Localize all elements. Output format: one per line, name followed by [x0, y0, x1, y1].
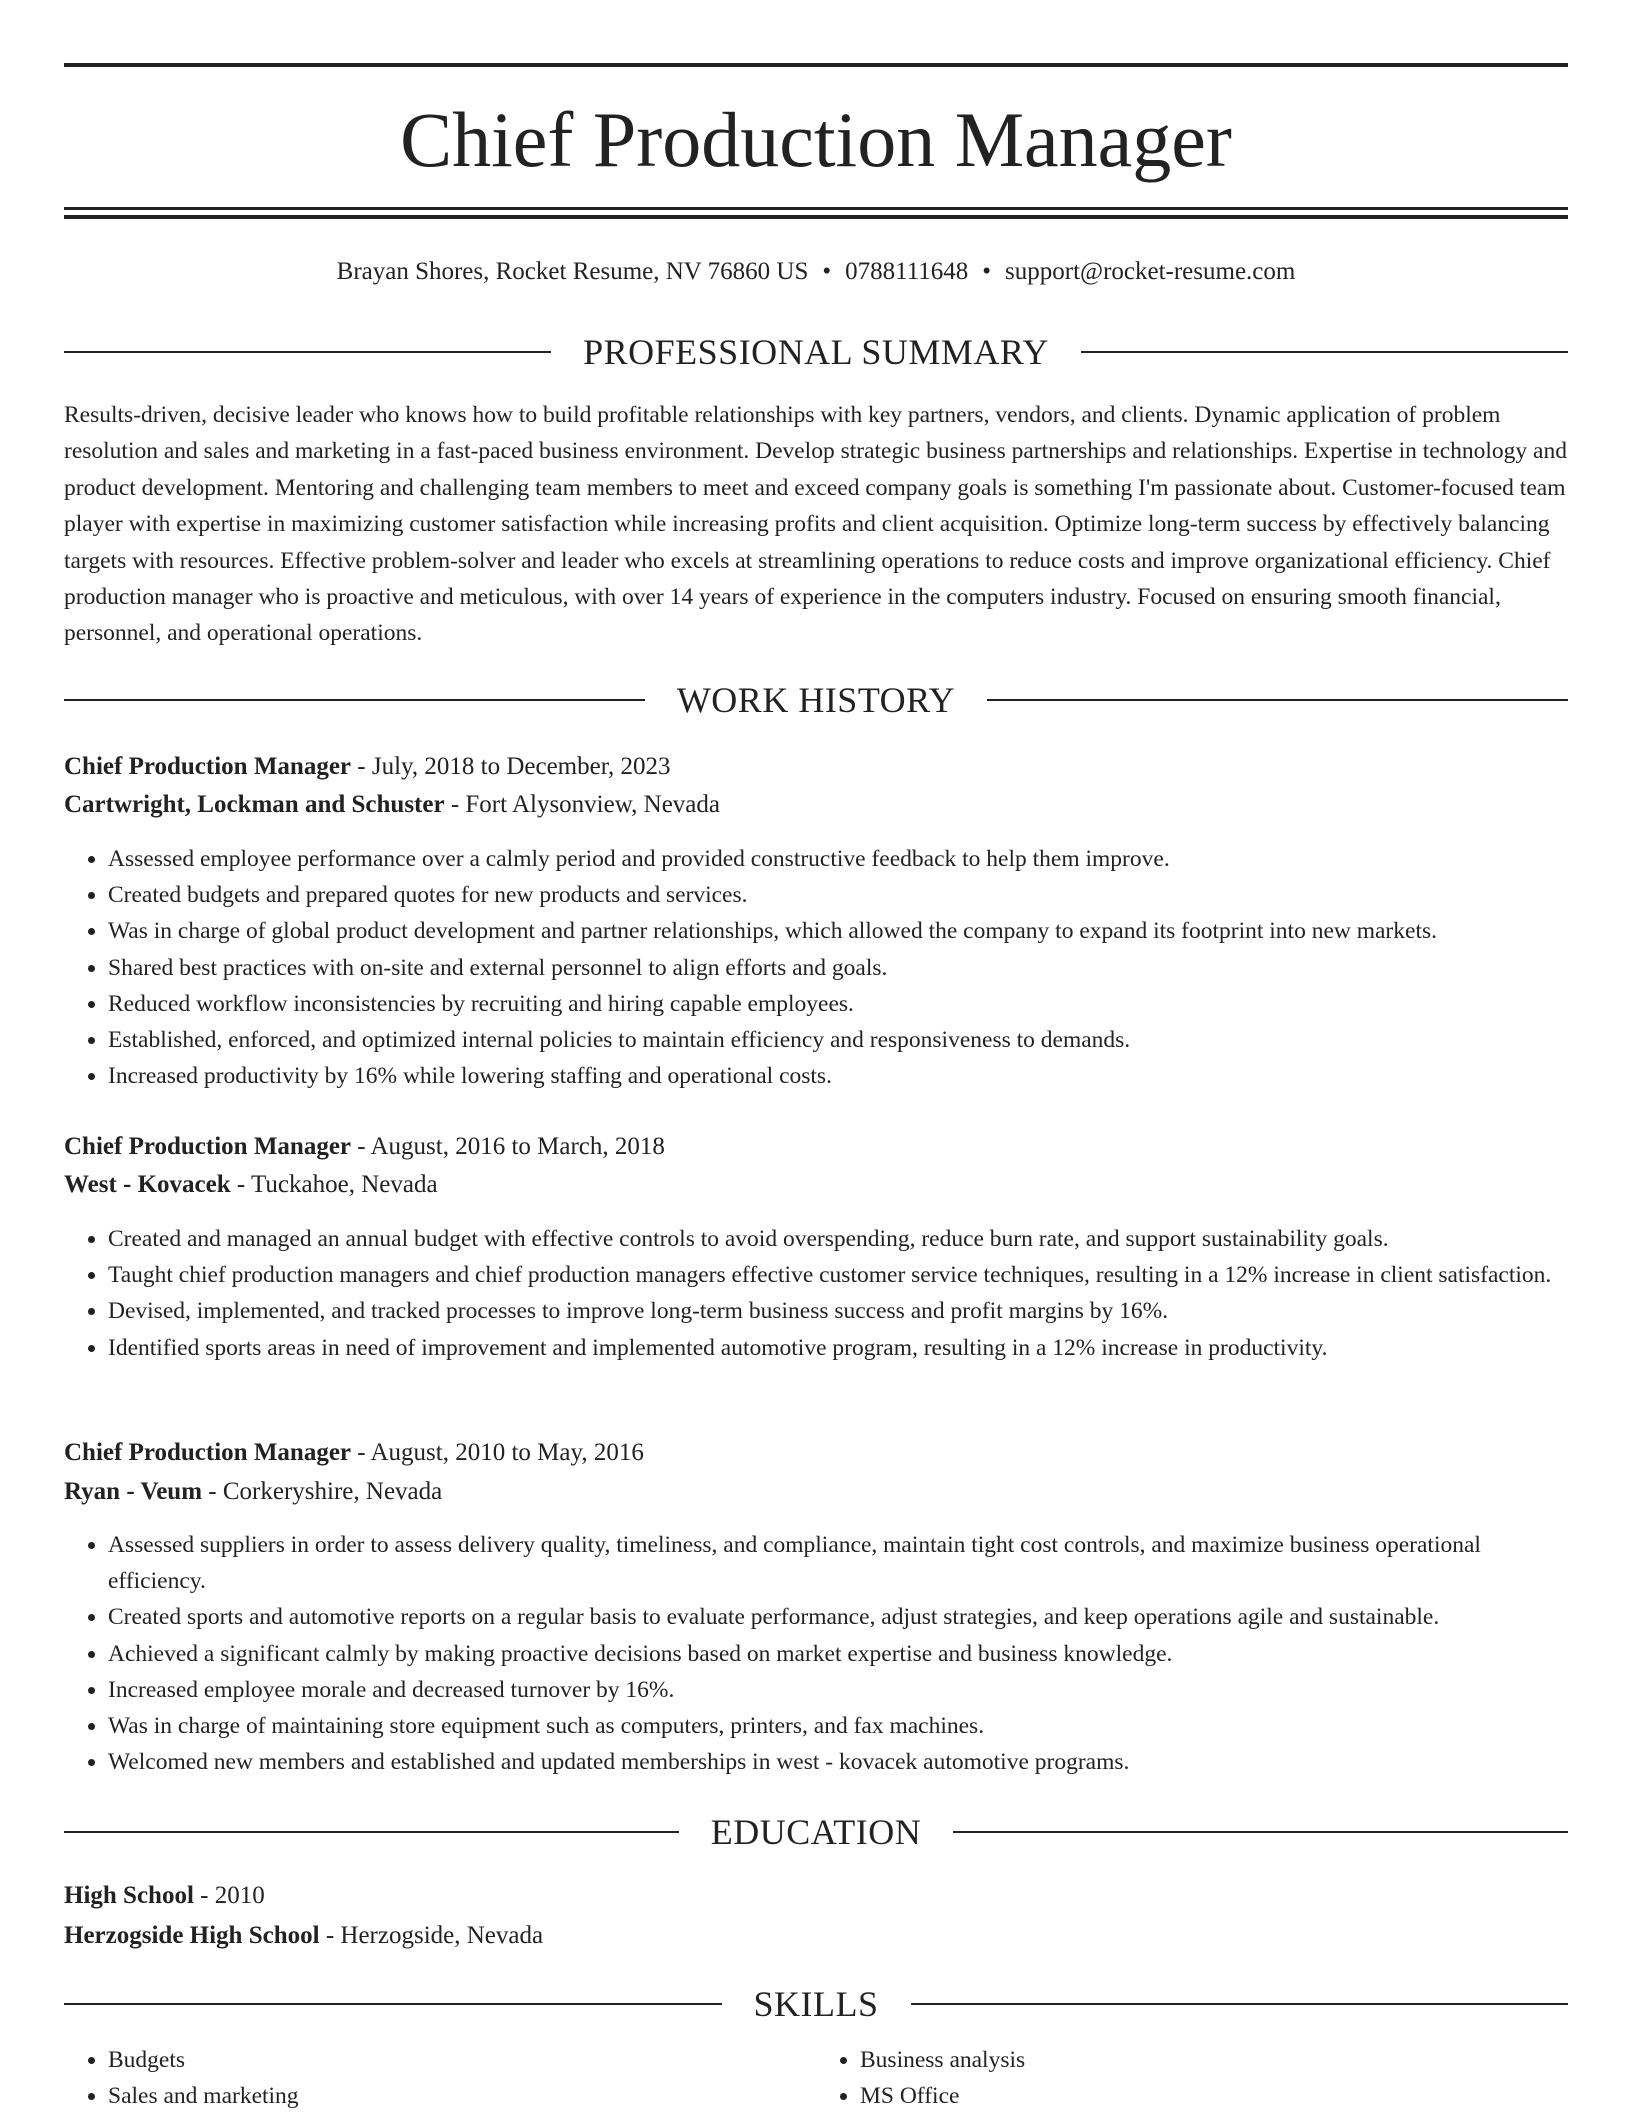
- heading-rule-left: [64, 1831, 679, 1833]
- job-bullets: [64, 841, 1568, 1094]
- education-year: - 2010: [193, 1882, 265, 1909]
- skill-item: • Sales and marketing: [108, 2078, 816, 2114]
- job-dates: - August, 2016 to March, 2018: [351, 1133, 665, 1160]
- skills-column-right: [816, 2042, 1568, 2114]
- heading-rule-left: [64, 2003, 722, 2005]
- job-bullet: • Created and managed an annual budget with effective controls to avoid overspending, reduce burn rate, and support sustainability goals.: [108, 1221, 1568, 1257]
- skill-item: • Budgets: [108, 2042, 816, 2078]
- education-degree-line: [64, 1877, 1568, 1915]
- job-bullet: • Assessed employee performance over a calmly period and provided constructive feedback to help them improve.: [108, 841, 1568, 877]
- contact-phone: 0788111648: [845, 258, 969, 285]
- skills-heading-label: SKILLS: [753, 1984, 879, 2024]
- job-dates: - July, 2018 to December, 2023: [351, 753, 671, 780]
- education-school: Herzogside High School: [64, 1922, 320, 1949]
- job-bullets: [64, 1527, 1568, 1780]
- job-title: Chief Production Manager: [64, 753, 352, 780]
- job-bullet: • Welcomed new members and established and updated memberships in west - kovacek automotive programs.: [108, 1744, 1568, 1780]
- job-bullet: • Reduced workflow inconsistencies by recruiting and hiring capable employees.: [108, 986, 1568, 1022]
- job-title-line: [64, 1434, 1568, 1472]
- job-bullet: • Was in charge of maintaining store equipment such as computers, printers, and fax machines.: [108, 1708, 1568, 1744]
- contact-email: support@rocket-resume.com: [1005, 258, 1296, 285]
- job-company-line: [64, 1473, 1568, 1511]
- job-bullets: [64, 1221, 1568, 1366]
- education-degree: High School: [64, 1882, 194, 1909]
- work-history-heading: [64, 676, 1568, 724]
- job-bullet: • Was in charge of global product development and partner relationships, which allowed the company to expand its footprint into new markets.: [108, 913, 1568, 949]
- education-heading-label: EDUCATION: [710, 1812, 922, 1852]
- job-bullet: • Achieved a significant calmly by making proactive decisions based on market expertise and business knowledge.: [108, 1636, 1568, 1672]
- job-dates: - August, 2010 to May, 2016: [351, 1439, 644, 1466]
- heading-rule-right: [911, 2003, 1569, 2005]
- job-bullet: • Increased productivity by 16% while lowering staffing and operational costs.: [108, 1058, 1568, 1094]
- job-company: Ryan - Veum: [64, 1478, 203, 1505]
- job-company: West - Kovacek: [64, 1171, 231, 1198]
- job-bullet: • Created budgets and prepared quotes for new products and services.: [108, 877, 1568, 913]
- skill-item: • Business analysis: [860, 2042, 1568, 2078]
- job-title: Chief Production Manager: [64, 1133, 352, 1160]
- education-school-line: [64, 1917, 1568, 1955]
- job-bullet: • Increased employee morale and decreased turnover by 16%.: [108, 1672, 1568, 1708]
- contact-separator: •: [822, 258, 832, 285]
- resume-title: Chief Production Manager: [400, 96, 1232, 183]
- job-bullet: • Established, enforced, and optimized internal policies to maintain efficiency and responsiveness to demands.: [108, 1022, 1568, 1058]
- contact-separator: •: [982, 258, 992, 285]
- job-bullet: • Devised, implemented, and tracked processes to improve long-term business success and profit margins by 16%.: [108, 1293, 1568, 1329]
- skills-column-left: [64, 2042, 816, 2114]
- job-bullet: • Created sports and automotive reports on a regular basis to evaluate performance, adjust strategies, and keep operations agile and sustainable.: [108, 1599, 1568, 1635]
- heading-rule-left: [64, 351, 551, 353]
- job-bullet: • Assessed suppliers in order to assess delivery quality, timeliness, and compliance, maintain tight cost controls, and maximize business operational efficiency.: [108, 1527, 1568, 1599]
- job-company-line: [64, 1166, 1568, 1204]
- job-bullet: • Shared best practices with on-site and external personnel to align efforts and goals.: [108, 950, 1568, 986]
- job-bullet: • Identified sports areas in need of improvement and implemented automotive program, resulting in a 12% increase in productivity.: [108, 1330, 1568, 1366]
- summary-text: Results-driven, decisive leader who knows how to build profitable relationships with key partners, vendors, and clients. Dynamic application of problem resolution and sales and marketing in a fast-paced business environment. Develop strategic business partnerships and relationships. Expertise in technology and product development. Mentoring and challenging team members to meet and exceed company goals is something I'm passionate about. Customer-focused team player with expertise in maximizing customer satisfaction while increasing profits and client acquisition. Optimize long-term success by effectively balancing targets with resources. Effective problem-solver and leader who excels at streamlining operations to reduce costs and improve organizational efficiency. Chief production manager who is proactive and meticulous, with over 14 years of experience in the computers industry. Focused on ensuring smooth financial, personnel, and operational operations.: [64, 402, 1567, 647]
- skill-item: • MS Office: [860, 2078, 1568, 2114]
- job-title-line: [64, 1128, 1568, 1166]
- work-history-heading-label: WORK HISTORY: [676, 680, 956, 720]
- job-title: Chief Production Manager: [64, 1439, 352, 1466]
- job-title-line: [64, 748, 1568, 786]
- heading-rule-left: [64, 699, 645, 701]
- summary-heading-label: PROFESSIONAL SUMMARY: [583, 332, 1049, 372]
- heading-rule-right: [953, 1831, 1568, 1833]
- top-rule: [64, 63, 1568, 67]
- education-location: - Herzogside, Nevada: [319, 1922, 544, 1949]
- contact-line: [64, 254, 1568, 290]
- title-rule-upper: [64, 207, 1568, 210]
- skills-heading: [64, 1980, 1568, 2028]
- education-heading: [64, 1808, 1568, 1856]
- job-company-line: [64, 786, 1568, 824]
- heading-rule-right: [1081, 351, 1568, 353]
- skills-list: [64, 2042, 1568, 2114]
- job-bullet: • Taught chief production managers and chief production managers effective customer service techniques, resulting in a 12% increase in client satisfaction.: [108, 1257, 1568, 1293]
- job-location: - Tuckahoe, Nevada: [230, 1171, 438, 1198]
- job-location: - Corkeryshire, Nevada: [202, 1478, 443, 1505]
- summary-heading: [64, 328, 1568, 376]
- job-location: - Fort Alysonview, Nevada: [444, 791, 720, 818]
- heading-rule-right: [987, 699, 1568, 701]
- contact-address: Brayan Shores, Rocket Resume, NV 76860 US: [336, 258, 809, 285]
- job-company: Cartwright, Lockman and Schuster: [64, 791, 445, 818]
- title-rule-lower: [64, 215, 1568, 219]
